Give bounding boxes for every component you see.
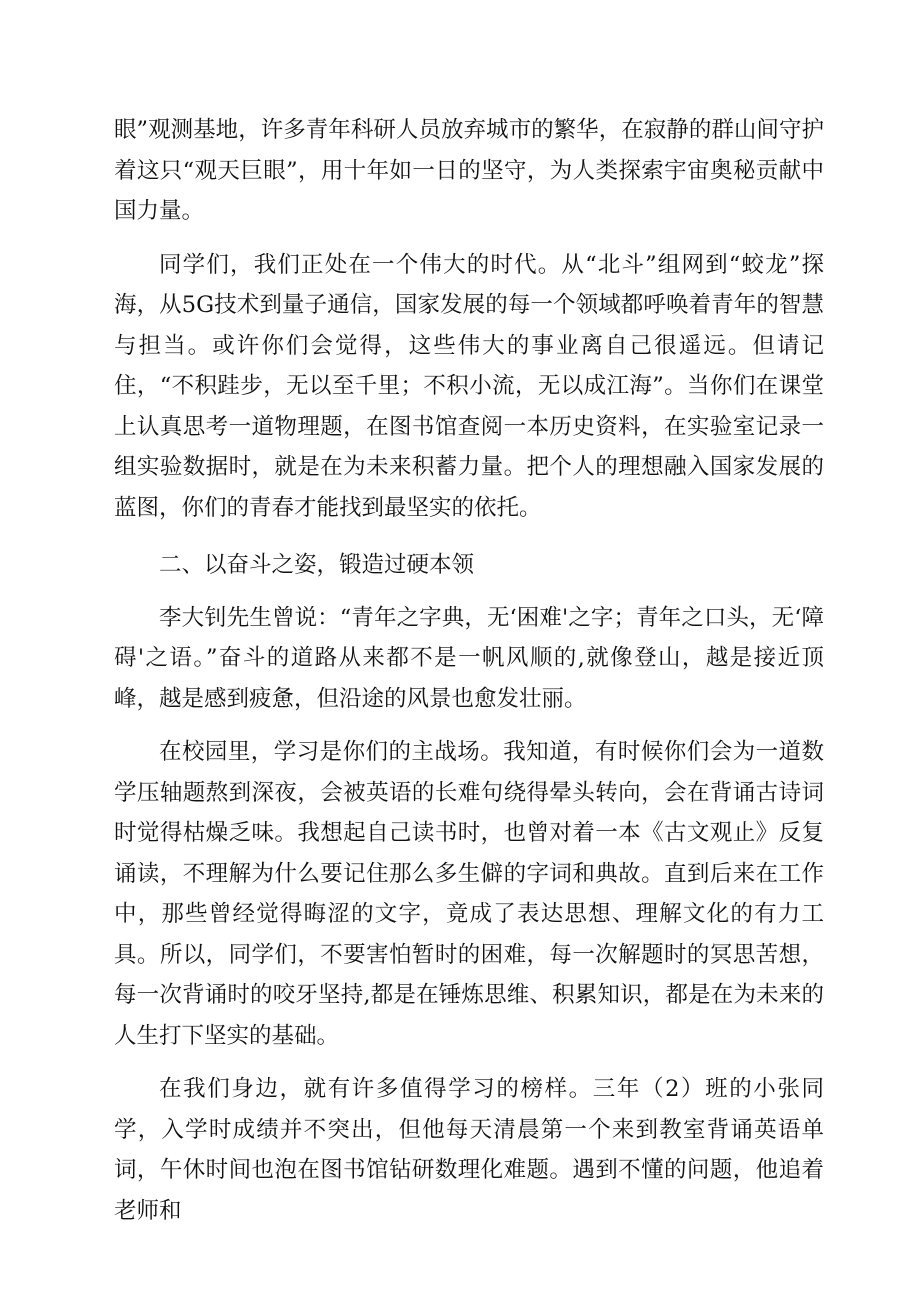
paragraph-campus-study: 在校园里，学习是你们的主战场。我知道，有时候你们会为一道数学压轴题熬到深夜，会被英语的长难句绕得晕头转向，会在背诵古诗词时觉得枯燥乏味。我想起自己读书时，也曾对着一本《古文观止》反复诵读，不理解为什么要记住那么多生僻的字词和典故。直到后来在工作中，那些曾经觉得晦涩的文字，竟成了表达思想、理解文化的有力工具。所以，同学们，不要害怕暂时的困难，每一次解题时的冥思苦想，每一次背诵时的咬牙坚持,都是在锤炼思维、积累知识，都是在为未来的人生打下坚实的基础。 [114,739,824,1049]
paragraph-era: 同学们，我们正处在一个伟大的时代。从“北斗”组网到“蛟龙”探海，从5G技术到量子通信，国家发展的每一个领域都呼唤着青年的智慧与担当。或许你们会觉得，这些伟大的事业离自己很遥远。但请记住，“不积跬步，无以至千里；不积小流，无以成江海”。当你们在课堂上认真思考一道物理题，在图书馆查阅一本历史资料，在实验室记录一组实验数据时，就是在为未来积蓄力量。把个人的理想融入国家发展的蓝图，你们的青春才能找到最坚实的依托。 [114,251,824,521]
paragraph-li-dazhao-quote: 李大钊先生曾说：“青年之字典，无‘困难'之字；青年之口头，无‘障碍'之语。”奋斗的道路从来都不是一帆风顺的,就像登山，越是接近顶峰，越是感到疲惫，但沿途的风景也愈发壮丽。 [114,604,824,712]
paragraph-role-models: 在我们身边，就有许多值得学习的榜样。三年（2）班的小张同学，入学时成绩并不突出，但他每天清晨第一个来到教室背诵英语单词，午休时间也泡在图书馆钻研数理化难题。遇到不懂的问题，他追着老师和 [114,1076,824,1224]
section-heading-struggle: 二、以奋斗之姿，锻造过硬本领 [159,552,475,578]
document-body [114,110,824,1231]
paragraph-continued: 眼”观测基地，许多青年科研人员放弃城市的繁华，在寂静的群山间守护着这只“观天巨眼”，用十年如一日的坚守，为人类探索宇宙奥秘贡献中国力量。 [114,117,824,224]
